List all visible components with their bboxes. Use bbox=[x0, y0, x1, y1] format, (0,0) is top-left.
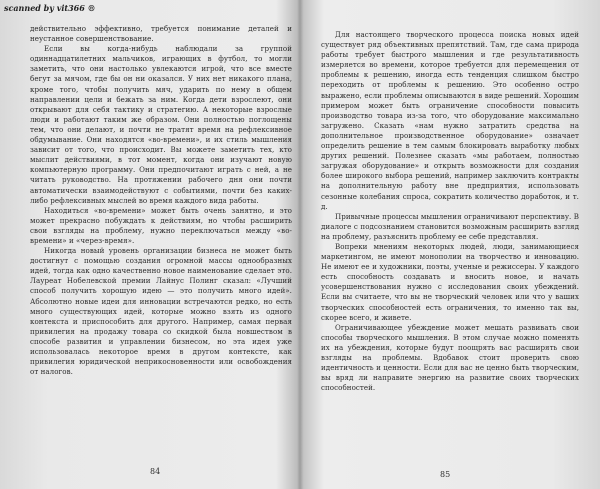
scanner-stamp: scanned by vit366 ® bbox=[4, 3, 96, 13]
right-paragraph-2: Привычные процессы мышления ограничивают перспективу. В диалоге с подсознанием становится возможным расширить взгляд на проблему, разъяснить проблему ее себе представляя. bbox=[321, 211, 579, 241]
left-paragraph-3: Находиться «во-времени» может быть очень занятно, и это может прекрасно побуждать к действиям, но чтобы расширить свои взгляды на проблему, нужно переключаться между «во-времени» и «через-время». bbox=[30, 205, 292, 245]
right-paragraph-1: Для настоящего творческого процесса поиска новых идей существует ряд объективных препятствий. Там, где сама природа работы требует быстрого мышления и где результативность измеряется во времени, которое требуется для перемещения от проблемы к решению, иногда есть тенденция слишком быстро переходить от проблемы к решению. Это особенно остро выражено, если проблемы описываются в виде решений. Хорошим примером может быть ограничение способности повысить производство товара из-за того, что оборудование максимально загружено. Сказать «нам нужно затратить средства на дополнительное производственное оборудование» означает определить решение в тем самым блокировать выработку любых других решений. Полезнее сказать «мы работаем, полностью загружая оборудование» и открыть возможности для создания более широкого выбора решений, например заключить контракты на дополнительную работу вне предприятия, использовать сезонные колебания спроса, сократить количество доработок, и т. д. bbox=[321, 30, 579, 211]
right-paragraph-3: Вопреки мнениям некоторых людей, люди, занимающиеся маркетингом, не имеют монополии на творчество и инновацию. Не имеют ее и художники, поэты, ученые и режиссеры. У каждого есть способность создавать и вносить новое, и начать усовершенствования нужно с исследования своих убеждений. Если вы считаете, что вы не творческий человек или что у ваших творческих способностей есть ограничения, то именно так вы, скорее всего, и живете. bbox=[321, 241, 579, 322]
left-page-number: 84 bbox=[150, 467, 161, 476]
right-page-number: 85 bbox=[440, 470, 451, 479]
right-page bbox=[321, 30, 579, 393]
left-paragraph-2: Если вы когда-нибудь наблюдали за группой одиннадцатилетних мальчиков, играющих в футбол, то могли заметить, что они настолько увлекаются игрой, что все вместе бегут за мячом, где бы он ни оказался. У них нет никакого плана, кроме того, чтобы получить мяч, ударить по нему в общем направлении цели и бежать за ним. Когда дети взрослеют, они открывают для себя тактику и стратегию. А некоторые взрослые люди и работают таким же образом. Они полностью поглощены тем, что они делают, и почти не тратят время на рефлексивное обдумывание. Они находятся «во-времени», и их стиль мышления зависит от того, что происходит. Вы можете заметить тех, кто мыслит действиями, в тот момент, когда они изучают новую компьютерную программу. Они предпочитают играть с ней, а не читать руководство. На протяжении рабочего дня они почти автоматически взаимодействуют с событиями, почти без каких-либо рефлексивных мыслей во время каждого вида работы. bbox=[30, 44, 292, 205]
left-paragraph-1: действительно эффективно, требуется понимание деталей и неустанное совершенствование. bbox=[30, 24, 292, 44]
right-paragraph-4: Ограничивающее убеждение может мешать развивать свои способы творческого мышления. В этом случае можно поменять их на убеждения, которые будут поощрять вас расширять свои взгляды на проблемы. Вдобавок стоит проверить свою идентичность и ценности. Если для вас не ценно быть творческим, вы вряд ли направите энергию на развитие своих творческих способностей. bbox=[321, 322, 579, 393]
left-page bbox=[30, 24, 292, 377]
left-paragraph-4: Никогда новый уровень организации бизнеса не может быть достигнут с помощью создания огромной массы однообразных идей, тогда как одно качественно новое наименование сделает это. Лауреат Нобелевской премии Лайнус Полинг сказал: «Лучший способ получить хорошую идею — это получить много идей». Абсолютно новые идеи для инновации встречаются редко, но есть много существующих идей, которые можно взять из одного контекста и приспособить для другого. Например, самая первая привилегия на продажу товара со скидкой была новшеством в способе развития и управлении бизнесом, но эта идея уже использовалась некоторое время в другом контексте, как привилегия юридической неприкосновенности или освобождения от налогов. bbox=[30, 246, 292, 377]
